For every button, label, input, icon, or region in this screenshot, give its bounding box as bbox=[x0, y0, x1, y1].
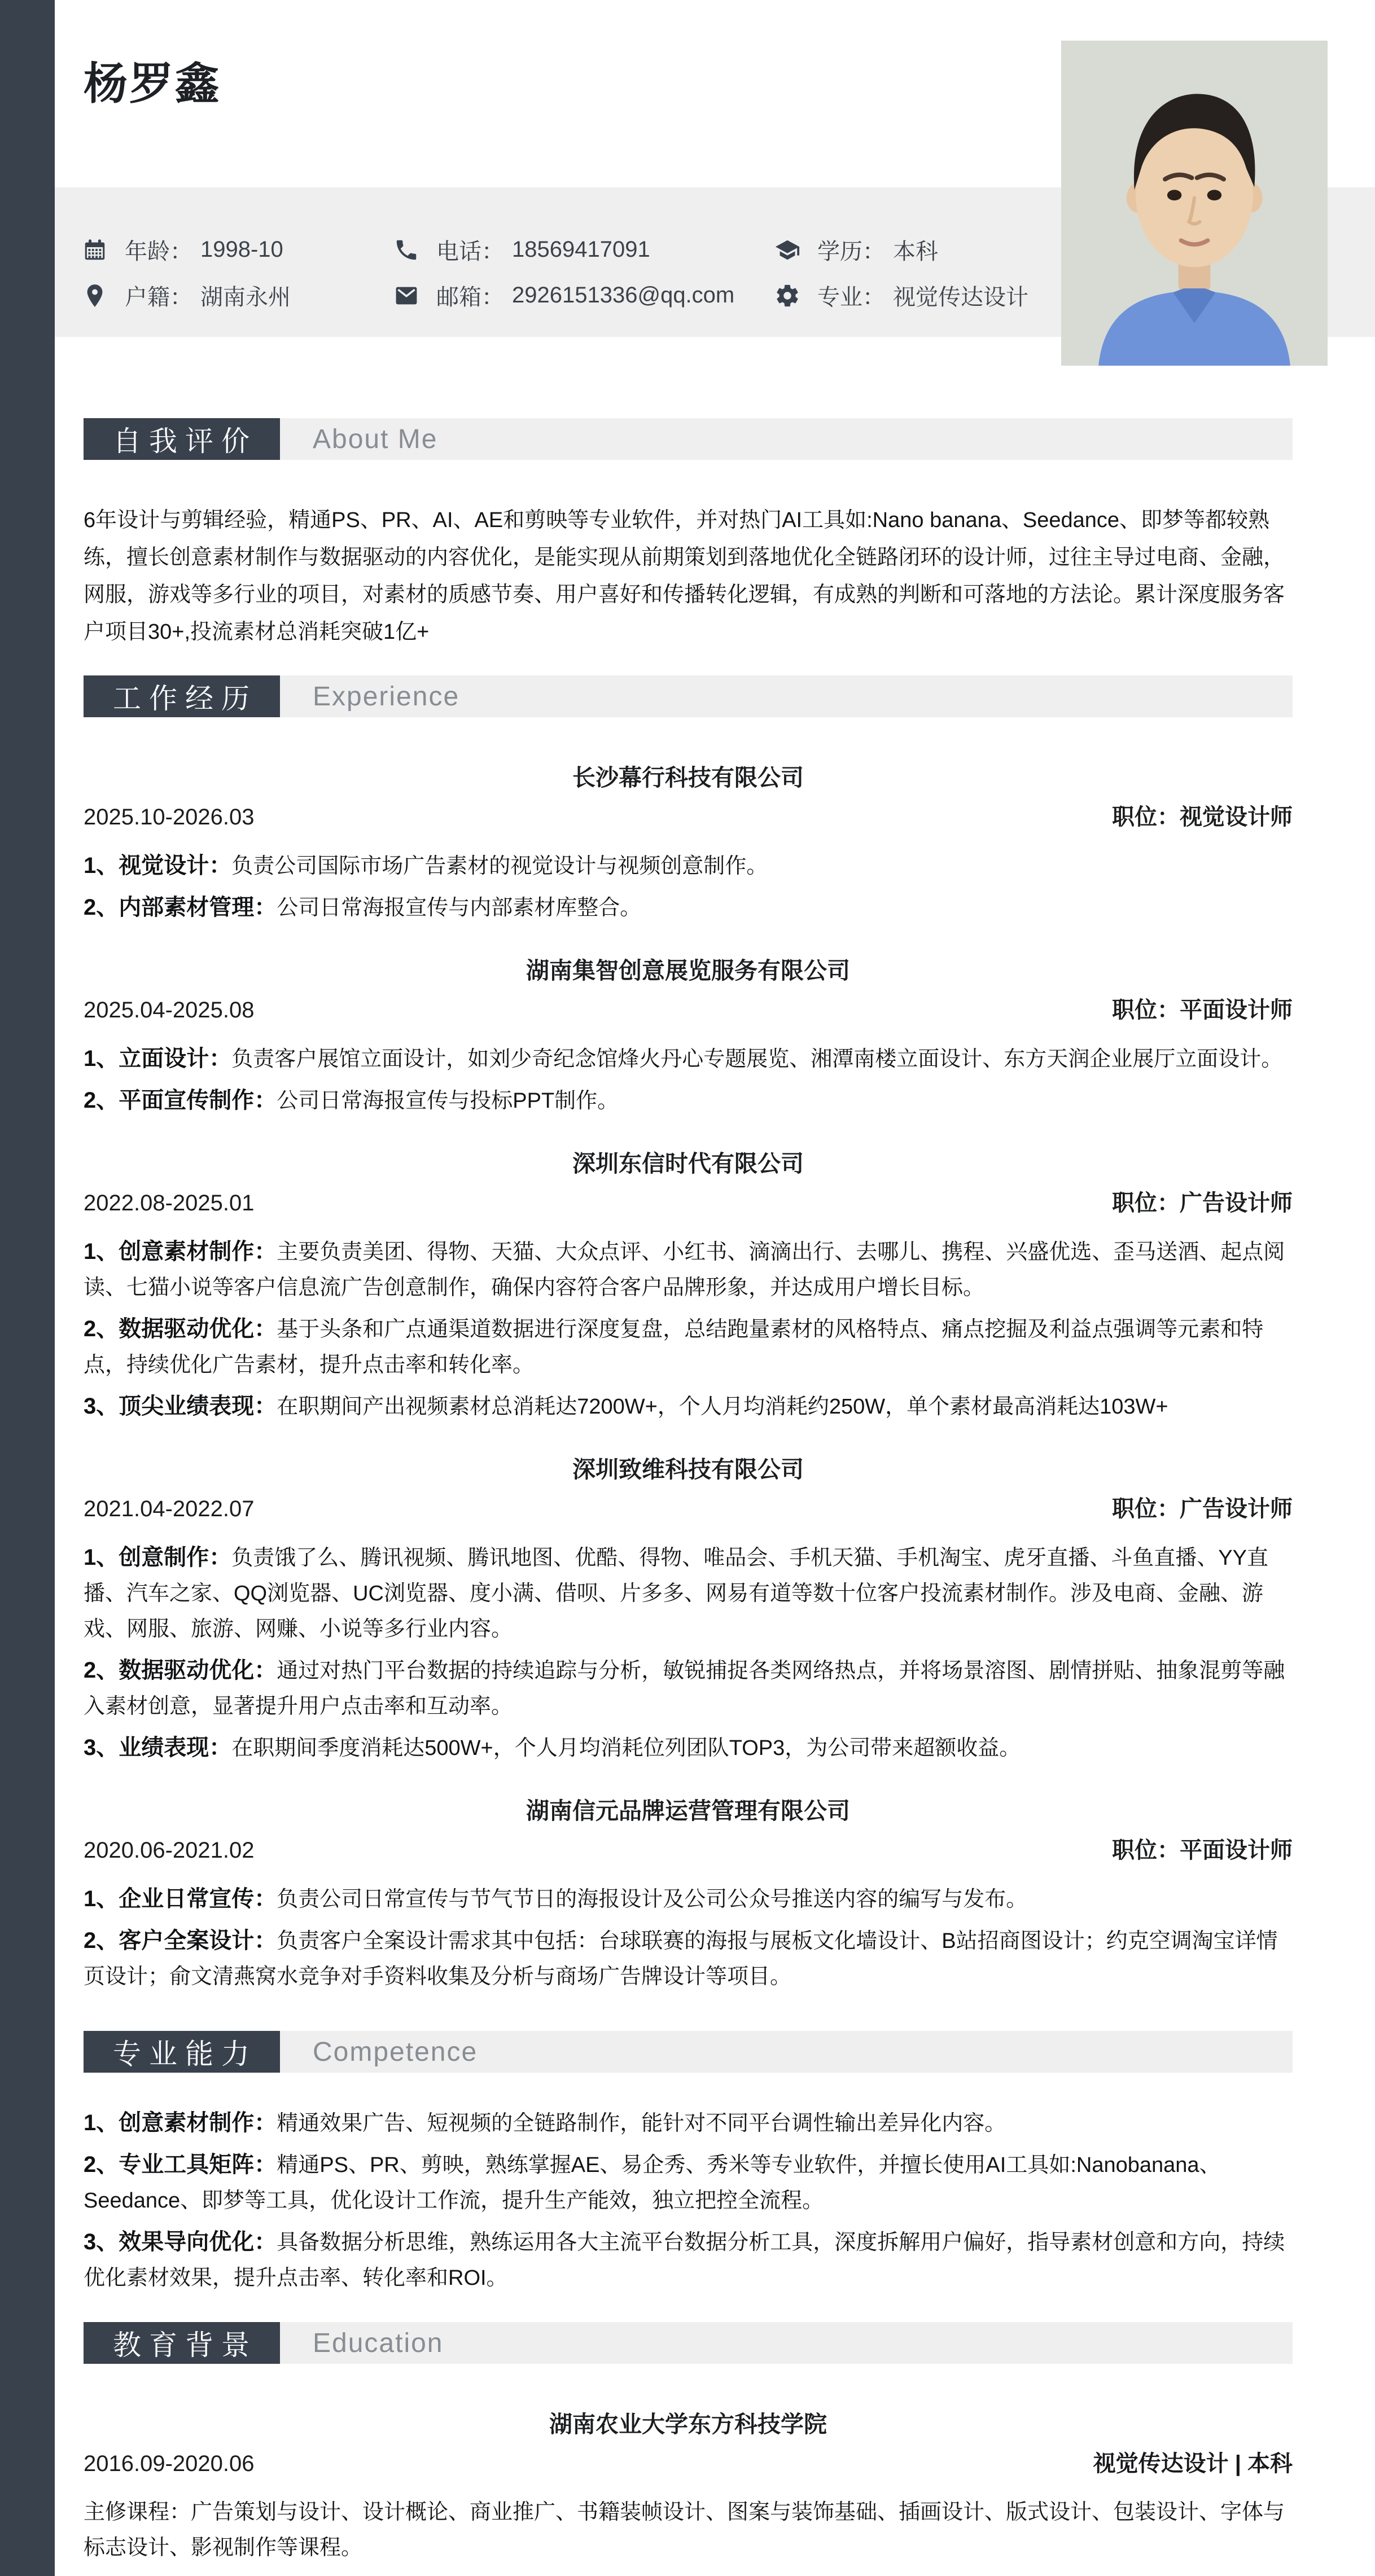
contact-value: 18569417091 bbox=[512, 237, 650, 262]
contact-label: 户籍： bbox=[125, 285, 192, 310]
person-name: 杨罗鑫 bbox=[84, 59, 221, 108]
bullet-label: 1、创意素材制作： bbox=[84, 2110, 277, 2135]
job-bullet bbox=[84, 1730, 1293, 1766]
job-position: 职位：广告设计师 bbox=[1112, 1497, 1293, 1521]
graduation-cap-icon bbox=[774, 237, 800, 263]
job-period: 2025.10-2026.03 bbox=[84, 805, 255, 830]
school-name: 湖南农业大学东方科技学院 bbox=[549, 2411, 827, 2437]
job-bullets bbox=[84, 1234, 1293, 1425]
contact-row bbox=[82, 279, 1028, 311]
company-name: 长沙幕行科技有限公司 bbox=[572, 765, 804, 791]
contact-item-degree bbox=[774, 234, 938, 266]
job-bullet bbox=[84, 1083, 1293, 1119]
contact-item-email bbox=[393, 279, 774, 311]
bullet-label: 1、立面设计： bbox=[84, 1046, 232, 1071]
bullet-label: 2、客户全案设计： bbox=[84, 1928, 277, 1953]
about-text: 6年设计与剪辑经验，精通PS、PR、AI、AE和剪映等专业软件，并对热门AI工具如:Nano banana、Seedance、即梦等都较熟练，擅长创意素材制作与数据驱动的内容优化，是能实现从前期策划到落地优化全链路闭环的设计师，过往主导过电商、金融，网服，游戏等多行业的项目，对素材的质感节奏、用户喜好和传播转化逻辑，有成熟的判断和可落地的方法论。累计深度服务客户项目30+,投流素材总消耗突破1亿+ bbox=[84, 508, 1285, 644]
job-meta bbox=[84, 799, 1293, 831]
job-bullet bbox=[84, 1234, 1293, 1306]
job-meta bbox=[84, 1832, 1293, 1864]
job-bullet bbox=[84, 1653, 1293, 1724]
contact-label: 电话： bbox=[436, 239, 504, 264]
contact-value: 湖南永州 bbox=[200, 285, 291, 310]
bullet-text: 主要负责美团、得物、天猫、大众点评、小红书、滴滴出行、去哪儿、携程、兴盛优选、歪马送酒、起点阅读、七猫小说等客户信息流广告创意制作，确保内容符合客户品牌形象，并达成用户增长目标。 bbox=[84, 1240, 1285, 1300]
section-header-experience bbox=[84, 675, 1293, 717]
bullet-text: 在职期间产出视频素材总消耗达7200W+，个人月均消耗约250W，单个素材最高消耗达103W+ bbox=[277, 1395, 1168, 1419]
contact-grid bbox=[82, 234, 1028, 311]
bullet-text: 负责客户全案设计需求其中包括：台球联赛的海报与展板文化墙设计、B站招商图设计；约克空调淘宝详情页设计；俞文清燕窝水竞争对手资料收集及分析与商场广告牌设计等项目。 bbox=[84, 1929, 1278, 1989]
portrait-photo-graphic bbox=[1061, 41, 1328, 366]
section-title-en: Experience bbox=[280, 675, 1293, 717]
section-title-zh: 教育背景 bbox=[84, 2322, 280, 2364]
job-meta bbox=[84, 992, 1293, 1024]
bullet-text: 负责客户展馆立面设计，如刘少奇纪念馆烽火丹心专题展览、湘潭南楼立面设计、东方天润企业展厅立面设计。 bbox=[231, 1047, 1283, 1071]
portrait-photo bbox=[1061, 41, 1328, 366]
education-period: 2016.09-2020.06 bbox=[84, 2451, 255, 2476]
contact-item-major bbox=[774, 279, 1028, 311]
bullet-label: 2、内部素材管理： bbox=[84, 895, 277, 920]
contact-value: 视觉传达设计 bbox=[893, 285, 1028, 310]
job-bullet bbox=[84, 1923, 1293, 1995]
courses-text: 主修课程：广告策划与设计、设计概论、商业推广、书籍装帧设计、图案与装饰基础、插画设计、版式设计、包装设计、字体与标志设计、影视制作等课程。 bbox=[84, 2500, 1285, 2560]
contact-value: 1998-10 bbox=[200, 237, 283, 262]
bullet-text: 在职期间季度消耗达500W+，个人月均消耗位列团队TOP3，为公司带来超额收益。 bbox=[231, 1736, 1021, 1760]
job-period: 2022.08-2025.01 bbox=[84, 1191, 255, 1215]
bullet-text: 公司日常海报宣传与内部素材库整合。 bbox=[277, 896, 642, 920]
bullet-text: 基于头条和广点通渠道数据进行深度复盘，总结跑量素材的风格特点、痛点挖掘及利益点强调等元素和特点，持续优化广告素材，提升点击率和转化率。 bbox=[84, 1318, 1264, 1377]
bullet-label: 2、数据驱动优化： bbox=[84, 1316, 277, 1341]
section-title-zh: 工作经历 bbox=[84, 675, 280, 717]
bullet-label: 2、专业工具矩阵： bbox=[84, 2152, 277, 2177]
bullet-label: 1、创意素材制作： bbox=[84, 1239, 277, 1264]
company-name: 湖南信元品牌运营管理有限公司 bbox=[526, 1798, 850, 1824]
section-header-about bbox=[84, 418, 1293, 460]
job-bullet bbox=[84, 1881, 1293, 1917]
contact-label: 专业： bbox=[817, 285, 885, 310]
bullet-label: 1、企业日常宣传： bbox=[84, 1886, 277, 1911]
job-entry bbox=[84, 952, 1293, 1119]
contact-item-phone bbox=[393, 234, 774, 266]
envelope-icon bbox=[393, 283, 419, 309]
bullet-label: 1、视觉设计： bbox=[84, 853, 232, 878]
job-position: 职位：平面设计师 bbox=[1112, 998, 1293, 1022]
contact-row bbox=[82, 234, 1028, 266]
job-meta bbox=[84, 1185, 1293, 1217]
bullet-text: 精通PS、PR、剪映，熟练掌握AE、易企秀、秀米等专业软件，并擅长使用AI工具如:Nanobanana、Seedance、即梦等工具，优化设计工作流，提升生产能效，独立把控全流程。 bbox=[84, 2153, 1221, 2213]
job-bullets bbox=[84, 1881, 1293, 1995]
bullet-label: 3、效果导向优化： bbox=[84, 2230, 277, 2254]
job-bullets bbox=[84, 1041, 1293, 1119]
gear-icon bbox=[774, 283, 800, 309]
bullet-label: 3、业绩表现： bbox=[84, 1735, 232, 1760]
bullet-text: 具备数据分析思维，熟练运用各大主流平台数据分析工具，深度拆解用户偏好，指导素材创意和方向，持续优化素材效果，提升点击率、转化率和ROI。 bbox=[84, 2231, 1285, 2290]
company-name: 深圳东信时代有限公司 bbox=[572, 1151, 804, 1177]
contact-label: 学历： bbox=[817, 239, 885, 264]
job-bullet bbox=[84, 890, 1293, 926]
job-bullets bbox=[84, 848, 1293, 926]
bullet-text: 负责公司日常宣传与节气节日的海报设计及公司公众号推送内容的编写与发布。 bbox=[277, 1888, 1028, 1911]
job-bullet bbox=[84, 1540, 1293, 1647]
contact-value: 本科 bbox=[893, 239, 938, 264]
job-period: 2025.04-2025.08 bbox=[84, 998, 255, 1022]
bullet-label: 2、平面宣传制作： bbox=[84, 1088, 277, 1113]
education-meta bbox=[84, 2446, 1293, 2478]
section-header-competence bbox=[84, 2031, 1293, 2073]
section-title-zh: 专业能力 bbox=[84, 2031, 280, 2073]
bullet-label: 2、数据驱动优化： bbox=[84, 1658, 277, 1683]
job-bullet bbox=[84, 1389, 1293, 1425]
company-name: 深圳致维科技有限公司 bbox=[572, 1456, 804, 1482]
job-period: 2021.04-2022.07 bbox=[84, 1497, 255, 1521]
job-entry bbox=[84, 1451, 1293, 1766]
contact-value: 2926151336@qq.com bbox=[512, 283, 735, 308]
contact-label: 邮箱： bbox=[436, 285, 504, 310]
bullet-text: 负责饿了么、腾讯视频、腾讯地图、优酷、得物、唯品会、手机天猫、手机淘宝、虎牙直播、斗鱼直播、YY直播、汽车之家、QQ浏览器、UC浏览器、度小满、借呗、片多多、网易有道等数十位客户投流素材制作。涉及电商、金融、游戏、网服、旅游、网赚、小说等多行业内容。 bbox=[84, 1546, 1268, 1641]
header bbox=[0, 0, 1375, 418]
competence-item bbox=[84, 2224, 1293, 2296]
contact-item-hometown bbox=[82, 279, 393, 311]
section-header-education bbox=[84, 2322, 1293, 2364]
section-title-zh: 自我评价 bbox=[84, 418, 280, 460]
education-degree: 视觉传达设计 | 本科 bbox=[1093, 2451, 1293, 2476]
job-position: 职位：平面设计师 bbox=[1112, 1838, 1293, 1863]
job-position: 职位：广告设计师 bbox=[1112, 1191, 1293, 1215]
section-title-en: Competence bbox=[280, 2031, 1293, 2073]
bullet-text: 负责公司国际市场广告素材的视觉设计与视频创意制作。 bbox=[231, 854, 768, 878]
job-position: 职位：视觉设计师 bbox=[1112, 805, 1293, 830]
bullet-text: 公司日常海报宣传与投标PPT制作。 bbox=[277, 1089, 619, 1113]
job-meta bbox=[84, 1491, 1293, 1523]
section-title-en: Education bbox=[280, 2322, 1293, 2364]
content bbox=[84, 418, 1293, 2566]
section-title-en: About Me bbox=[280, 418, 1293, 460]
contact-item-age bbox=[82, 234, 393, 266]
bullet-text: 通过对热门平台数据的持续追踪与分析，敏锐捕捉各类网络热点，并将场景溶图、剧情拼贴、抽象混剪等融入素材创意，显著提升用户点击率和互动率。 bbox=[84, 1659, 1285, 1718]
calendar-icon bbox=[82, 237, 108, 263]
company-name: 湖南集智创意展览服务有限公司 bbox=[526, 958, 850, 984]
bullet-text: 精通效果广告、短视频的全链路制作，能针对不同平台调性输出差异化内容。 bbox=[277, 2112, 1006, 2135]
job-period: 2020.06-2021.02 bbox=[84, 1838, 255, 1863]
phone-icon bbox=[393, 237, 419, 263]
job-bullet bbox=[84, 1041, 1293, 1077]
job-bullets bbox=[84, 1540, 1293, 1766]
competence-item bbox=[84, 2147, 1293, 2219]
bullet-label: 3、顶尖业绩表现： bbox=[84, 1394, 277, 1419]
job-entry bbox=[84, 1145, 1293, 1425]
contact-label: 年龄： bbox=[125, 239, 192, 264]
bullet-label: 1、创意制作： bbox=[84, 1545, 232, 1570]
job-bullet bbox=[84, 848, 1293, 884]
job-entry bbox=[84, 759, 1293, 926]
job-bullet bbox=[84, 1311, 1293, 1383]
job-entry bbox=[84, 1792, 1293, 1995]
competence-items bbox=[84, 2105, 1293, 2296]
competence-item bbox=[84, 2105, 1293, 2141]
location-pin-icon bbox=[82, 283, 108, 309]
